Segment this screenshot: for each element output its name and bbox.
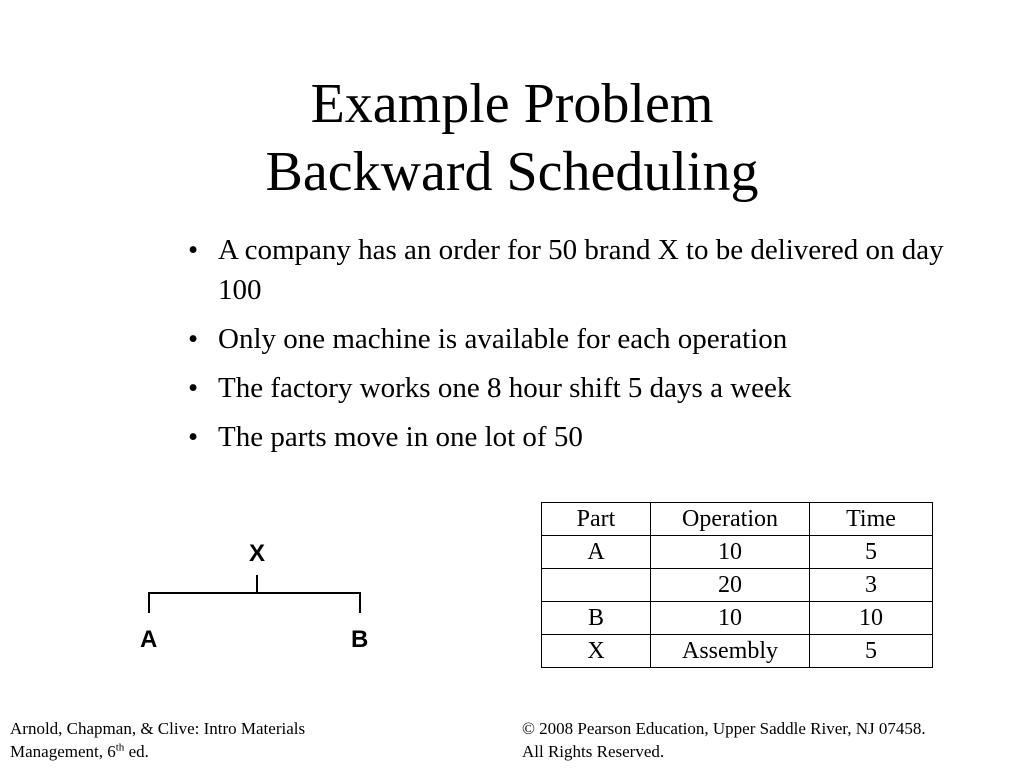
bullet-item: [188, 319, 948, 359]
slide-title: [112, 70, 912, 206]
footer-edition-prefix: Management, 6: [10, 742, 116, 761]
bullet-text: A company has an order for 50 brand X to be delivered on day 100: [218, 234, 944, 306]
bullet-text: The parts move in one lot of 50: [218, 421, 583, 453]
footer-copyright: [522, 717, 1022, 763]
table-row: [542, 635, 933, 668]
bullet-item: [188, 417, 948, 457]
table-cell-time: 5: [810, 635, 933, 668]
bullet-glyph: •: [188, 372, 199, 404]
bullet-text: Only one machine is available for each operation: [218, 323, 788, 355]
table-cell-operation: 10: [651, 536, 810, 569]
table-cell-part: B: [542, 602, 651, 635]
bullet-text: The factory works one 8 hour shift 5 days a week: [218, 372, 792, 404]
column-header-operation: Operation: [651, 503, 810, 536]
product-structure-tree: [130, 535, 390, 660]
table-cell-time: 5: [810, 536, 933, 569]
table-row: [542, 602, 933, 635]
bullet-glyph: •: [188, 234, 199, 266]
tree-node-child-b: B: [351, 626, 369, 653]
footer-edition-suffix: ed.: [124, 742, 149, 761]
footer-citation-line-1: Arnold, Chapman, & Clive: Intro Materials: [10, 719, 306, 738]
bullet-glyph: •: [188, 421, 199, 453]
tree-node-parent: X: [249, 540, 266, 567]
footer-copyright-line-2: All Rights Reserved.: [522, 742, 665, 761]
column-header-time: Time: [810, 503, 933, 536]
table-cell-operation: 20: [651, 569, 810, 602]
tree-node-child-a: A: [140, 626, 158, 653]
footer-citation: [10, 717, 450, 763]
bullet-list: [188, 230, 948, 466]
column-header-part: Part: [542, 503, 651, 536]
title-line-1: Example Problem: [310, 73, 714, 135]
table-row: [542, 569, 933, 602]
table-cell-operation: 10: [651, 602, 810, 635]
bullet-item: [188, 230, 948, 310]
footer-edition-ordinal: th: [115, 741, 125, 754]
footer-copyright-line-1: © 2008 Pearson Education, Upper Saddle River, NJ 07458.: [522, 719, 926, 738]
bullet-glyph: •: [188, 323, 199, 355]
table-cell-operation: Assembly: [651, 635, 810, 668]
table-cell-part: [542, 569, 651, 602]
table-cell-time: 3: [810, 569, 933, 602]
table-row: [542, 536, 933, 569]
title-line-2: Backward Scheduling: [265, 141, 759, 203]
routing-table: [541, 502, 933, 668]
bullet-item: [188, 368, 948, 408]
table-cell-part: A: [542, 536, 651, 569]
footer-citation-line-2: [10, 740, 450, 763]
table-cell-part: X: [542, 635, 651, 668]
table-cell-time: 10: [810, 602, 933, 635]
table-header-row: [542, 503, 933, 536]
